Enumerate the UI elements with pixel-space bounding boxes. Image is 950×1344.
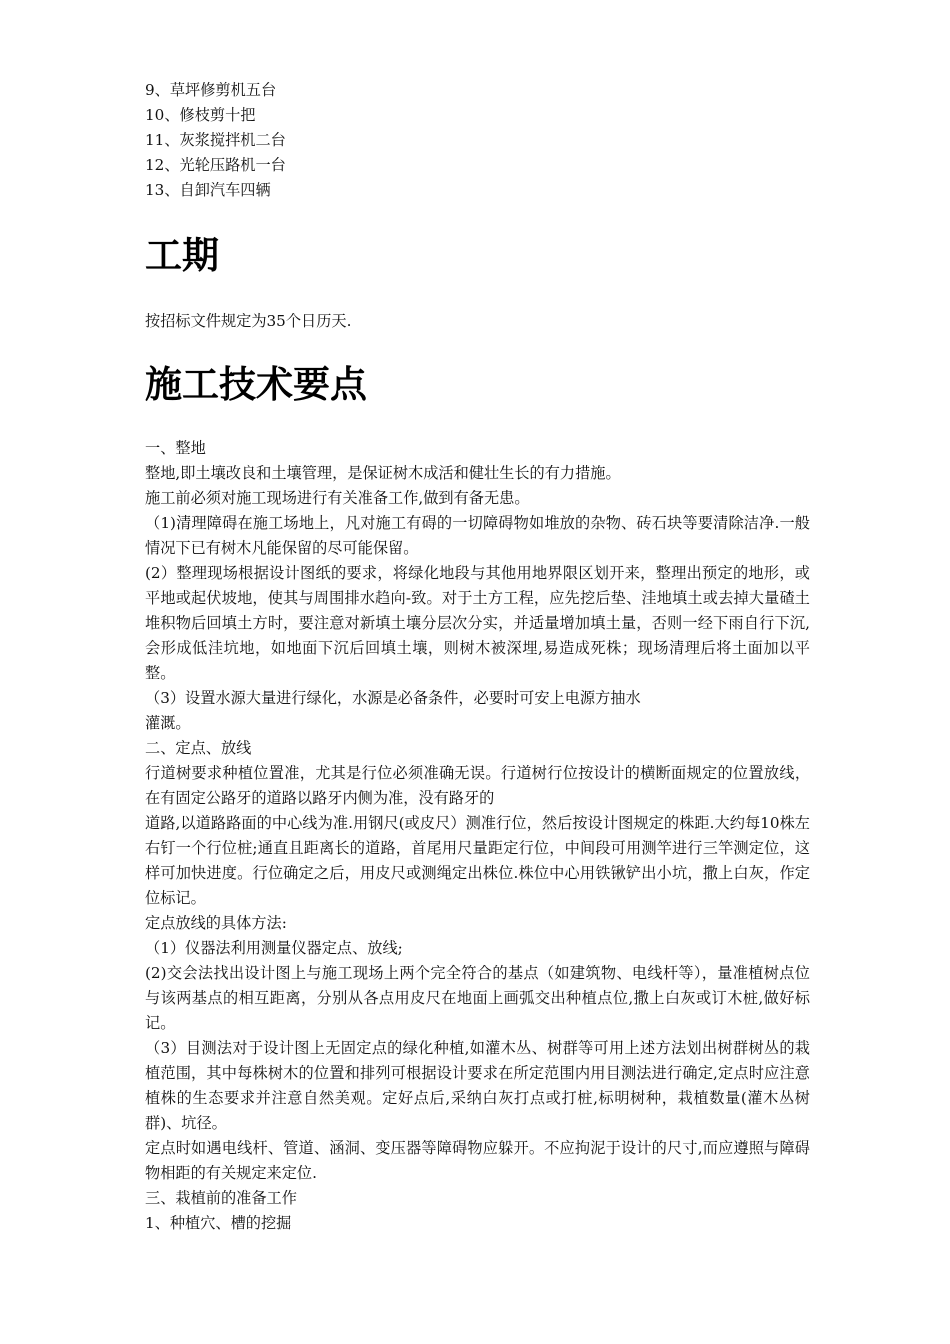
section-1-paragraph-3: （1)清理障碍在施工场地上，凡对施工有碍的一切障碍物如堆放的杂物、砖石块等要清除洁净.一般情况下已有树木凡能保留的尽可能保留。	[145, 514, 810, 557]
section-2-paragraph-1: 行道树要求种植位置准，尤其是行位必须准确无误。行道树行位按设计的横断面规定的位置放线，在有固定公路牙的道路以路牙内侧为准，没有路牙的	[145, 764, 810, 807]
section-2-title: 二、定点、放线	[145, 739, 252, 757]
section-1-paragraph-2: 施工前必须对施工现场进行有关准备工作,做到有备无患。	[145, 489, 530, 507]
section-2-paragraph-6: （3）目测法对于设计图上无固定点的绿化种植,如灌木丛、树群等可用上述方法划出树群树丛的栽植范围，其中每株树木的位置和排列可根据设计要求在所定范围内用目测法进行确定,定点时应注意植株的生态要求并注意自然美观。定好点后,采纳白灰打点或打桩,标明树种，栽植数量(灌木丛树群)、坑径。	[145, 1039, 810, 1132]
section-1-title: 一、整地	[145, 439, 206, 457]
section-1-paragraph-4: (2）整理现场根据设计图纸的要求，将绿化地段与其他用地界限区划开来，整理出预定的地形，或平地或起伏坡地，使其与周围排水趋向-致。对于土方工程，应先挖后垫、洼地填土或去掉大量碴土堆积物后回填土方时，要注意对新填土壤分层次分实，并适量增加填土量，否则一经下雨自行下沉,会形成低洼坑地，如地面下沉后回填土壤，则树木被深埋,易造成死株；现场清理后将土面加以平整。	[145, 564, 810, 682]
section-1-paragraph-1: 整地,即土壤改良和土壤管理，是保证树木成活和健壮生长的有力措施。	[145, 464, 621, 482]
section-2-paragraph-2: 道路,以道路路面的中心线为准.用钢尺(或皮尺）测准行位，然后按设计图规定的株距.大约每10株左右钉一个行位桩;通直且距离长的道路，首尾用尺量距定行位，中间段可用测竿进行三竿测定位，这样可加快进度。行位确定之后，用皮尺或测绳定出株位.株位中心用铁锹铲出小坑，撒上白灰，作定位标记。	[145, 814, 810, 907]
section-1-paragraph-5b: 灌溉。	[145, 714, 191, 732]
section-2-paragraph-5: (2)交会法找出设计图上与施工现场上两个完全符合的基点（如建筑物、电线杆等），量准植树点位与该两基点的相互距离，分别从各点用皮尺在地面上画弧交出种植点位,撒上白灰或订木桩,做好标记。	[145, 964, 810, 1032]
equipment-item-11: 11、灰浆搅拌机二台	[145, 131, 286, 149]
section-2-paragraph-3: 定点放线的具体方法:	[145, 914, 287, 932]
section-2-paragraph-4: （1）仪器法利用测量仪器定点、放线;	[145, 939, 403, 957]
equipment-item-10: 10、修枝剪十把	[145, 106, 256, 124]
schedule-heading: 工期	[145, 234, 219, 277]
equipment-item-12: 12、光轮压路机一台	[145, 156, 286, 174]
section-2-paragraph-7: 定点时如遇电线杆、管道、涵洞、变压器等障碍物应躲开。不应拘泥于设计的尺寸,而应遵照与障碍物相距的有关规定来定位.	[145, 1139, 810, 1182]
schedule-text: 按招标文件规定为35个日历天.	[145, 312, 352, 330]
equipment-item-13: 13、自卸汽车四辆	[145, 181, 271, 199]
tech-heading: 施工技术要点	[145, 363, 367, 406]
section-3-title: 三、栽植前的准备工作	[145, 1189, 297, 1207]
section-1-paragraph-5a: （3）设置水源大量进行绿化，水源是必备条件，必要时可安上电源方抽水	[145, 689, 641, 707]
section-3-paragraph-1: 1、种植穴、槽的挖掘	[145, 1214, 292, 1232]
equipment-item-9: 9、草坪修剪机五台	[145, 81, 277, 99]
document-page	[145, 78, 810, 1236]
